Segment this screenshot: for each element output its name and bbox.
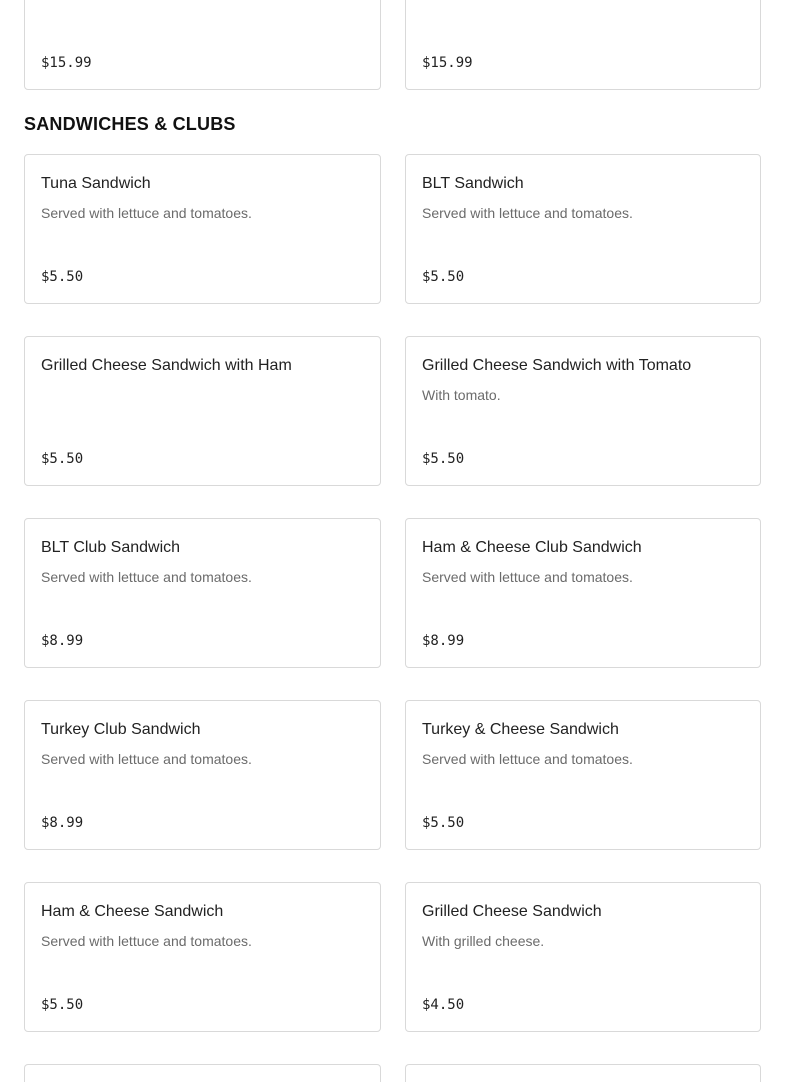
menu-item-name: Grilled Cheese Sandwich with Tomato	[422, 357, 692, 374]
menu-item-card[interactable]	[24, 882, 381, 1032]
menu-item-price: $5.50	[422, 815, 465, 831]
menu-item-card[interactable]	[405, 0, 761, 90]
menu-item-card[interactable]	[24, 700, 381, 850]
menu-item-description: Served with lettuce and tomatoes.	[41, 205, 252, 221]
menu-item-card[interactable]	[24, 336, 381, 486]
menu-item-price: $5.50	[422, 269, 465, 285]
menu-item-name: Grilled Cheese Sandwich	[422, 903, 602, 920]
menu-item-card[interactable]	[405, 154, 761, 304]
menu-item-price: $8.99	[422, 633, 465, 649]
menu-item-card[interactable]	[405, 700, 761, 850]
menu-item-description: Served with lettuce and tomatoes.	[422, 751, 633, 767]
section-title: SANDWICHES & CLUBS	[24, 114, 236, 134]
menu-item-price: $8.99	[41, 815, 84, 831]
menu-item-name: Grilled Cheese Sandwich with Ham	[41, 357, 292, 374]
menu-item-price: $5.50	[41, 451, 84, 467]
menu-item-description: With grilled cheese.	[422, 933, 545, 949]
menu-item-price: $8.99	[41, 633, 84, 649]
menu-item-card[interactable]	[405, 336, 761, 486]
menu-item-price: $5.50	[41, 997, 84, 1013]
menu-item-description: Served with lettuce and tomatoes.	[41, 569, 252, 585]
menu-item-name: Ham & Cheese Sandwich	[41, 903, 224, 920]
menu-item-price: $15.99	[422, 55, 473, 71]
menu-item-card[interactable]	[405, 518, 761, 668]
menu-item-name: Turkey & Cheese Sandwich	[422, 721, 619, 738]
menu-item-card[interactable]	[24, 1064, 381, 1082]
menu-item-description: Served with lettuce and tomatoes.	[422, 569, 633, 585]
menu-item-name: Ham & Cheese Club Sandwich	[422, 539, 642, 556]
menu-item-description: With tomato.	[422, 387, 501, 403]
menu-item-name: BLT Sandwich	[422, 175, 524, 192]
menu-item-card[interactable]	[24, 518, 381, 668]
menu-item-card[interactable]	[405, 882, 761, 1032]
menu-item-name: Turkey Club Sandwich	[41, 721, 201, 738]
menu-item-card[interactable]	[24, 154, 381, 304]
menu-item-price: $5.50	[41, 269, 84, 285]
menu-item-card[interactable]	[24, 0, 381, 90]
menu-item-name: Tuna Sandwich	[41, 175, 151, 192]
menu-item-card[interactable]	[405, 1064, 761, 1082]
menu-item-price: $4.50	[422, 997, 465, 1013]
menu-item-name: BLT Club Sandwich	[41, 539, 181, 556]
menu-item-description: Served with lettuce and tomatoes.	[41, 933, 252, 949]
menu-item-price: $15.99	[41, 55, 92, 71]
menu-item-description: Served with lettuce and tomatoes.	[41, 751, 252, 767]
menu-item-price: $5.50	[422, 451, 465, 467]
menu-item-description: Served with lettuce and tomatoes.	[422, 205, 633, 221]
